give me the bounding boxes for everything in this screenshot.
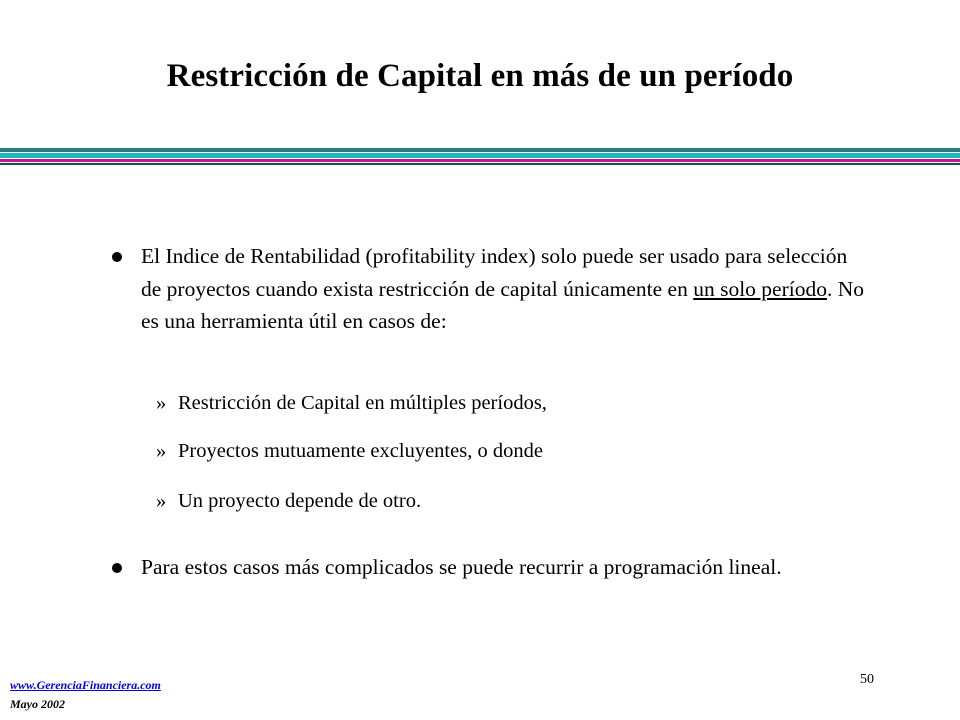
- slide-title: Restricción de Capital en más de un período: [166, 58, 794, 94]
- sub-item-marker: »: [156, 392, 167, 414]
- bullet-text-1: [141, 240, 871, 338]
- footer-website-link[interactable]: www.GerenciaFinanciera.com: [10, 678, 161, 692]
- divider-line-cyan: [0, 153, 960, 158]
- title-divider: [0, 148, 960, 168]
- divider-line-magenta: [0, 159, 960, 162]
- divider-line-dark: [0, 163, 960, 165]
- sub-item-text: Un proyecto depende de otro.: [178, 490, 422, 512]
- divider-line-teal: [0, 148, 960, 152]
- sub-item-2: [156, 437, 856, 465]
- sub-item-text: Proyectos mutuamente excluyentes, o donde: [178, 440, 543, 462]
- sub-item-text: Restricción de Capital en múltiples períodos,: [178, 392, 547, 414]
- sub-item-1: [156, 389, 856, 417]
- bullet1-underlined-text: un solo período: [693, 276, 827, 301]
- bullet-text-2: Para estos casos más complicados se puede recurrir a programación lineal.: [141, 555, 782, 579]
- sub-item-marker: »: [156, 490, 167, 512]
- sub-item-3: [156, 487, 856, 515]
- page-number: 50: [860, 672, 874, 687]
- footer-date: Mayo 2002: [10, 697, 65, 711]
- bullet-dot-icon: [112, 252, 122, 262]
- sub-item-marker: »: [156, 440, 167, 462]
- bullet1-text-before: El Indice de Rentabilidad (profitability index) solo puede ser usado para selección de proyectos cuando exista restricción de capital únicamente en: [141, 244, 848, 301]
- bullet1-text-after: . No es una herramienta útil en casos de:: [141, 276, 865, 333]
- bullet-dot-icon: [112, 563, 122, 573]
